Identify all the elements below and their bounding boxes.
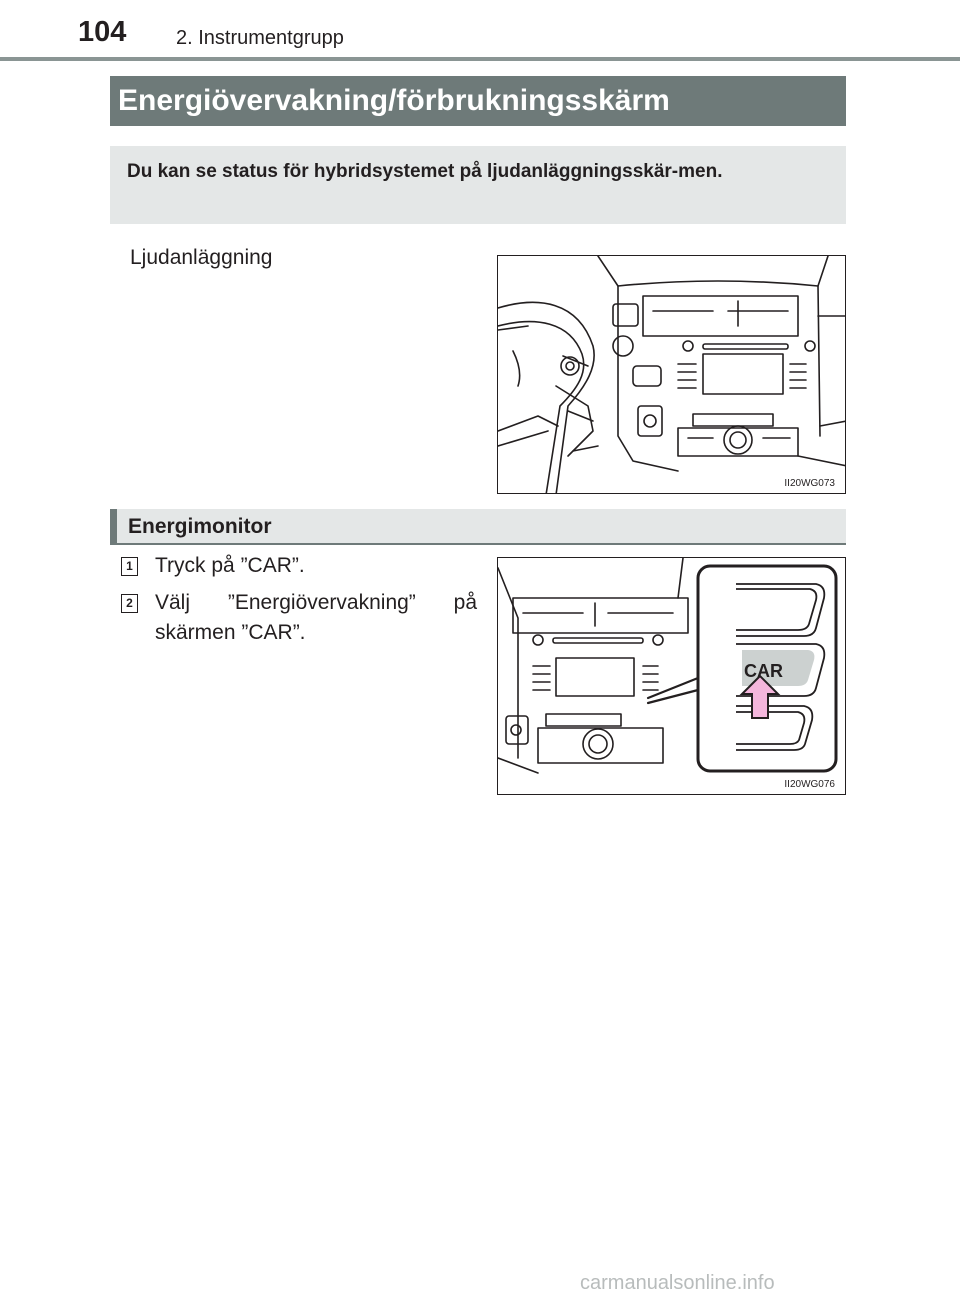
figure2-code: II20WG076 [784,779,835,790]
chapter-title: 2. Instrumentgrupp [176,27,344,49]
step-text-2: Välj ”Energiövervakning” på skärmen ”CAR”. [155,591,477,644]
intro-text: Du kan se status för hybridsystemet på ljudanläggningsskär-men. [110,146,846,224]
header-rule [0,57,960,61]
step-text-1: Tryck på ”CAR”. [155,554,305,577]
figure1-caption: Ljudanläggning [130,246,273,269]
figure1-code: II20WG073 [784,478,835,489]
footer-watermark: carmanualsonline.info [580,1272,775,1294]
dashboard-drawing [498,256,846,494]
console-drawing [498,558,846,795]
car-button-illustration [497,557,846,795]
page-number: 104 [78,16,127,48]
step-number-1: 1 [121,557,138,576]
section-title: Energiövervakning/förbrukningsskärm [110,76,846,126]
audio-system-illustration [497,255,846,494]
car-button-label: CAR [744,661,783,681]
step-number-2: 2 [121,594,138,613]
subsection-title: Energimonitor [110,509,846,545]
